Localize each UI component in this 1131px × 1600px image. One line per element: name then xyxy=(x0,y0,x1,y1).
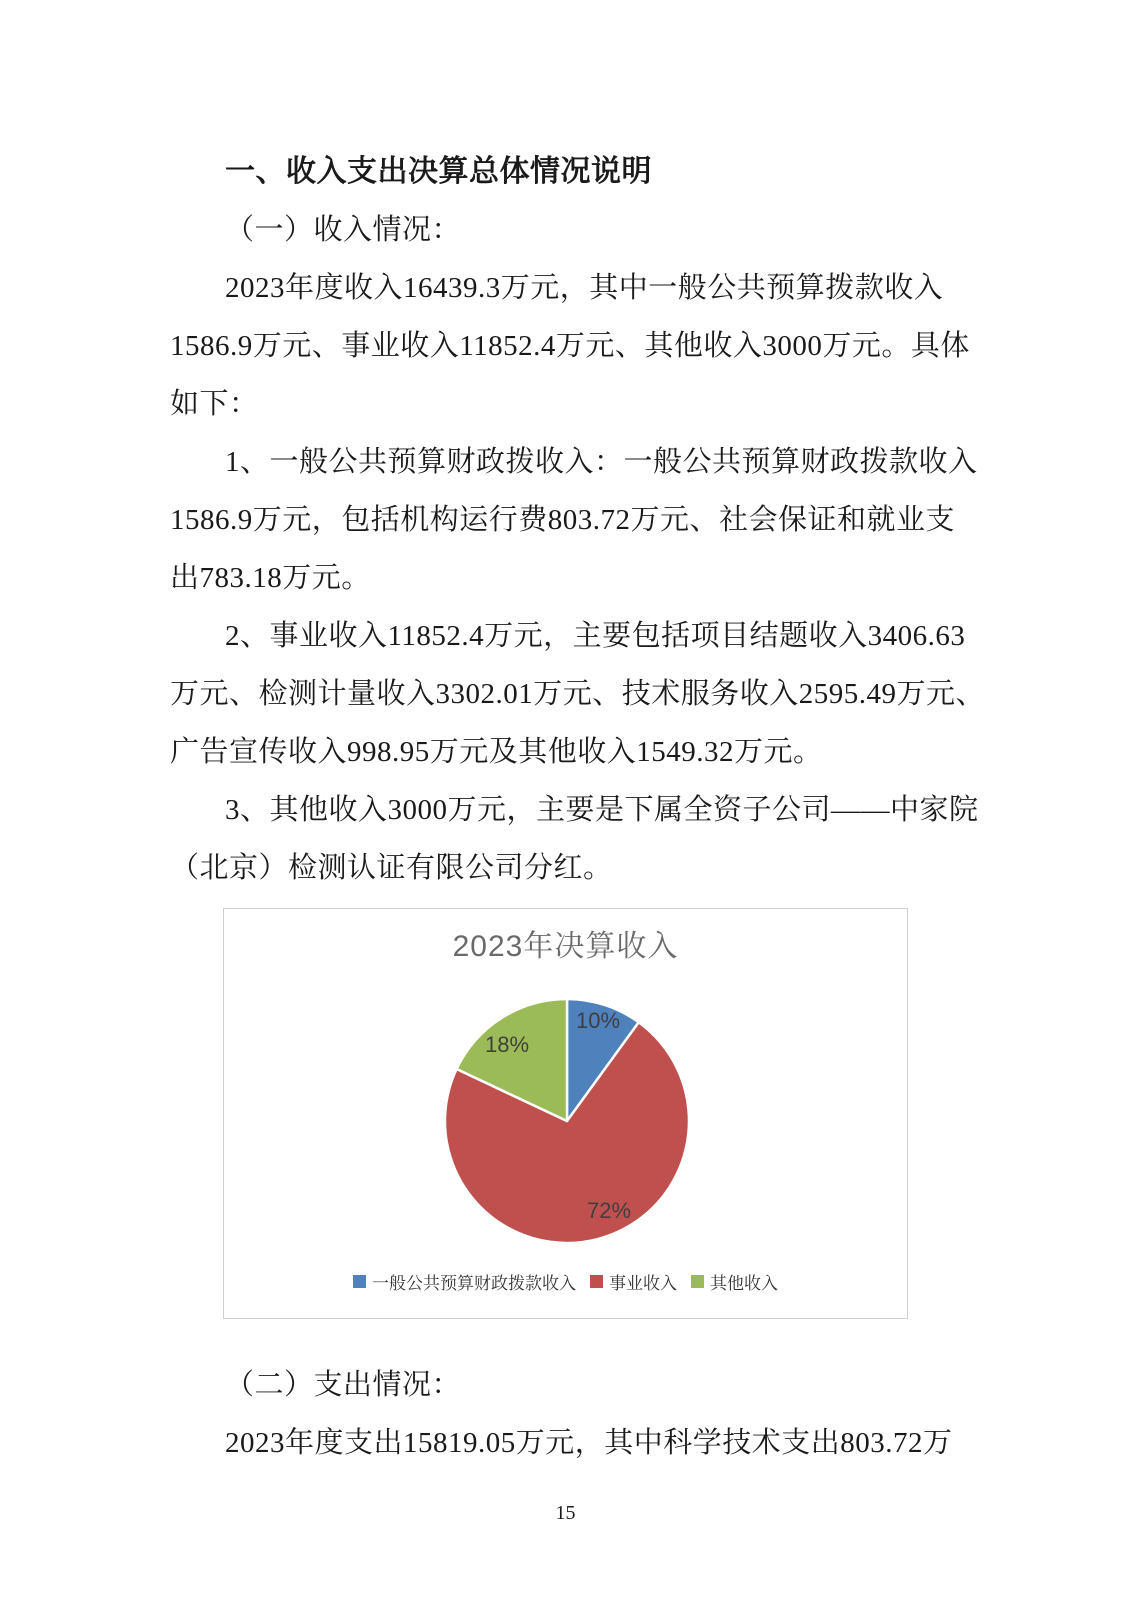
document-content xyxy=(170,143,986,1472)
chart-title: 2023年决算收入 xyxy=(452,930,679,963)
body-line: （二）支出情况： xyxy=(225,1369,462,1401)
body-line: 1、一般公共预算财政拨收入：一般公共预算财政拨款收入 xyxy=(225,446,978,478)
body-line: 2、事业收入11852.4万元，主要包括项目结题收入3406.63 xyxy=(225,620,966,652)
body-line: （一）收入情况： xyxy=(225,214,462,246)
legend-item-general-budget xyxy=(353,1269,576,1294)
legend-swatch-red-icon xyxy=(590,1275,603,1288)
income-pie-chart xyxy=(223,908,908,1319)
body-line: 2023年度收入16439.3万元，其中一般公共预算拨款收入 xyxy=(225,272,944,304)
expense-section xyxy=(170,1356,961,1472)
legend-swatch-green-icon xyxy=(691,1275,704,1288)
body-line: （北京）检测认证有限公司分红。 xyxy=(170,852,613,884)
legend-item-other-income xyxy=(691,1269,778,1294)
body-line: 1586.9万元，包括机构运行费803.72万元、社会保证和就业支 xyxy=(170,504,956,536)
pie-label-red: 72% xyxy=(586,1198,632,1223)
page-number: 15 xyxy=(555,1502,576,1524)
pie-label-green: 18% xyxy=(484,1032,530,1057)
body-line: 如下： xyxy=(170,388,259,420)
body-line: 2023年度支出15819.05万元，其中科学技术支出803.72万 xyxy=(225,1427,953,1459)
legend-label: 其他收入 xyxy=(710,1274,778,1293)
body-line: 广告宣传收入998.95万元及其他收入1549.32万元。 xyxy=(170,736,823,768)
body-line: 万元、检测计量收入3302.01万元、技术服务收入2595.49万元、 xyxy=(170,678,986,710)
pie-plot xyxy=(224,909,909,1320)
legend-swatch-blue-icon xyxy=(353,1275,366,1288)
section-heading: 一、收入支出决算总体情况说明 xyxy=(225,155,652,188)
legend-item-operational-income xyxy=(590,1269,677,1294)
chart-legend xyxy=(224,1269,907,1294)
pie-label-blue: 10% xyxy=(575,1008,621,1033)
legend-label: 事业收入 xyxy=(609,1274,677,1293)
body-line: 1586.9万元、事业收入11852.4万元、其他收入3000万元。具体 xyxy=(170,330,970,362)
legend-label: 一般公共预算财政拨款收入 xyxy=(372,1274,576,1293)
body-line: 出783.18万元。 xyxy=(170,562,371,594)
body-line: 3、其他收入3000万元，主要是下属全资子公司——中家院 xyxy=(225,794,979,826)
